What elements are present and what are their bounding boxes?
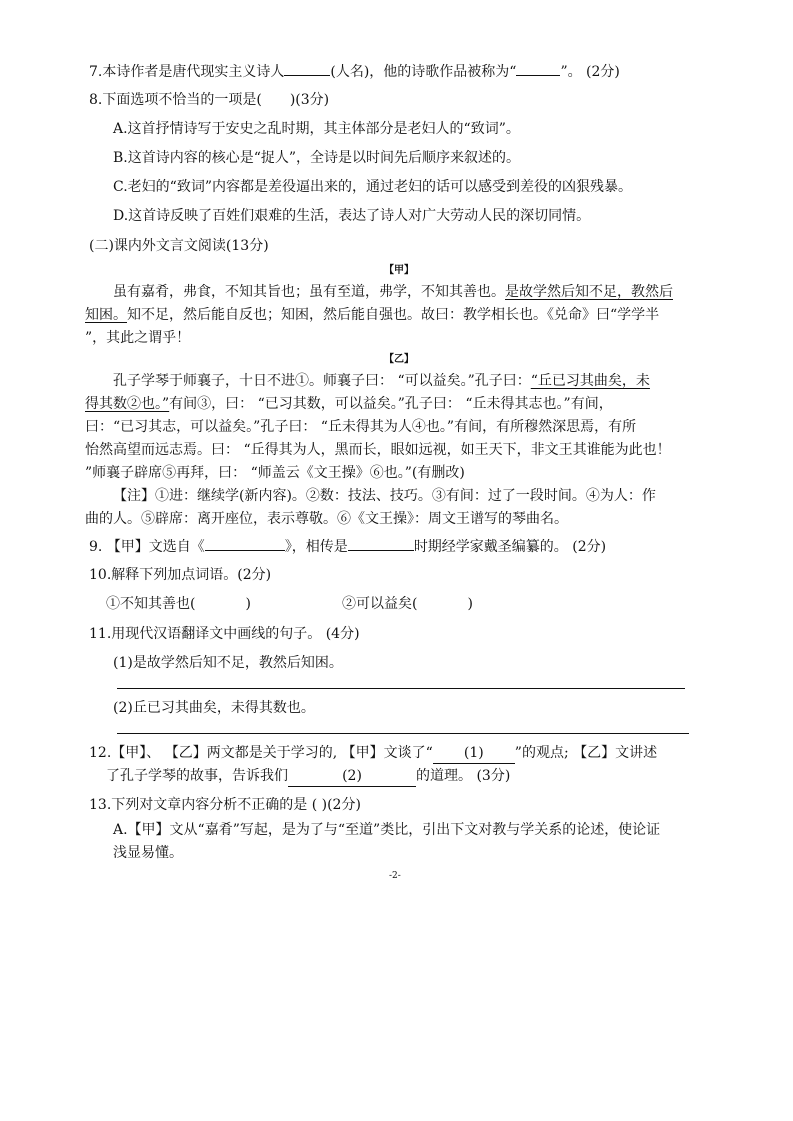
passage-jia-line-2: 知困。知不足，然后能自反也；知困，然后能自强也。故曰：教学相长也。《兑命》曰“学学半 (85, 307, 660, 323)
blank-era[interactable] (348, 536, 414, 551)
question-9: 9. 【甲】文选自《 》，相传是 时期经学家戴圣编纂的。 (2分) (89, 536, 606, 557)
question-10-item-1: ①不知其善也( ) (106, 596, 251, 612)
question-12-line-2: 了孔子学琴的故事，告诉我们 (2) 的道理。 (3分) (106, 766, 510, 787)
notes-line-2: 曲的人。⑤辟席：离开座位，表示尊敬。⑥《文王操》：周文王谱写的琴曲名。 (85, 511, 568, 527)
passage-jia-heading: 【甲】 (384, 265, 414, 276)
notes-line-1: 【注】①进：继续学(新内容)。②数：技法、技巧。③有间：过了一段时间。④为人：作 (113, 488, 656, 504)
question-7: 7.本诗作者是唐代现实主义诗人 (人名)，他的诗歌作品被称为“ ”。 (2分) (89, 61, 620, 82)
passage-yi-line-3: 曰：“已习其志，可以益矣。”孔子曰： “丘未得其为人④也。”有间，有所穆然深思焉，有所 (85, 419, 637, 435)
question-8-stem: 8.下面选项不恰当的一项是( )(3分) (89, 92, 330, 108)
blank-viewpoint[interactable]: (1) (433, 743, 515, 764)
passage-jia-line-1: 虽有嘉肴，弗食，不知其旨也；虽有至道，弗学，不知其善也。是故学然后知不足，教然后 (113, 284, 673, 300)
passage-jia-line-3: ”，其此之谓乎！ (85, 330, 191, 346)
answer-line-1[interactable] (117, 688, 685, 689)
answer-line-2[interactable] (117, 733, 689, 734)
passage-yi-heading: 【乙】 (384, 354, 414, 365)
question-8-option-c: C.老妇的“致词”内容都是差役逼出来的，通过老妇的话可以感受到差役的凶狠残暴。 (113, 179, 632, 195)
passage-yi-line-5: ”师襄子辟席⑤再拜，曰： “师盖云《文王操》⑥也。”(有删改) (85, 465, 465, 481)
question-11-stem: 11.用现代汉语翻译文中画线的句子。 (4分) (89, 626, 360, 642)
blank-poetry-title[interactable] (516, 61, 560, 76)
blank-poet-name[interactable] (284, 61, 330, 76)
question-10-stem: 10.解释下列加点词语。(2分) (89, 567, 272, 583)
question-8-option-d: D.这首诗反映了百姓们艰难的生活，表达了诗人对广大劳动人民的深切同情。 (113, 208, 591, 224)
blank-lesson[interactable]: (2) (288, 766, 416, 787)
passage-yi-line-1: 孔子学琴于师襄子，十日不进①。师襄子曰： “可以益矣。”孔子曰：“丘已习其曲矣，未 (113, 373, 650, 389)
page-number: -2- (389, 871, 401, 881)
question-11-sentence-1: (1)是故学然后知不足，教然后知困。 (113, 655, 343, 671)
question-13-option-a-cont: 浅显易懂。 (113, 845, 183, 861)
question-13-stem: 13.下列对文章内容分析不正确的是 ( )(2分) (89, 797, 361, 813)
underlined-sentence-1: 是故学然后知不足，教然后 (505, 284, 673, 300)
passage-yi-line-4: 怡然高望而远志焉。曰： “丘得其为人，黑而长，眼如远视，如王天下，非文王其谁能为此也！ (85, 442, 671, 458)
underlined-sentence-2-end: 得其数②也。” (85, 396, 170, 412)
blank-source-book[interactable] (205, 536, 285, 551)
question-12-line-1: 12.【甲】、 【乙】两文都是关于学习的, 【甲】文谈了“ (1) ”的观点; 【乙】文讲述 (89, 743, 657, 764)
underlined-sentence-1-end: 知困。 (85, 307, 127, 323)
question-8-option-a: A.这首抒情诗写于安史之乱时期，其主体部分是老妇人的“致词”。 (113, 121, 520, 137)
question-13-option-a: A.【甲】文从“嘉肴”写起，是为了与“至道”类比，引出下文对教与学关系的论述，使论证 (113, 822, 661, 838)
question-8-option-b: B.这首诗内容的核心是“捉人”，全诗是以时间先后顺序来叙述的。 (113, 150, 521, 166)
section-heading: (二)课内外文言文阅读(13分) (89, 238, 269, 254)
underlined-sentence-2: “丘已习其曲矣，未 (530, 373, 650, 389)
question-11-sentence-2: (2)丘已习其曲矣，未得其数也。 (113, 700, 315, 716)
question-10-item-2: ②可以益矣( ) (342, 596, 473, 612)
passage-yi-line-2: 得其数②也。”有间③，曰： “已习其数，可以益矣。”孔子曰： “丘未得其志也。”有间， (85, 396, 613, 412)
